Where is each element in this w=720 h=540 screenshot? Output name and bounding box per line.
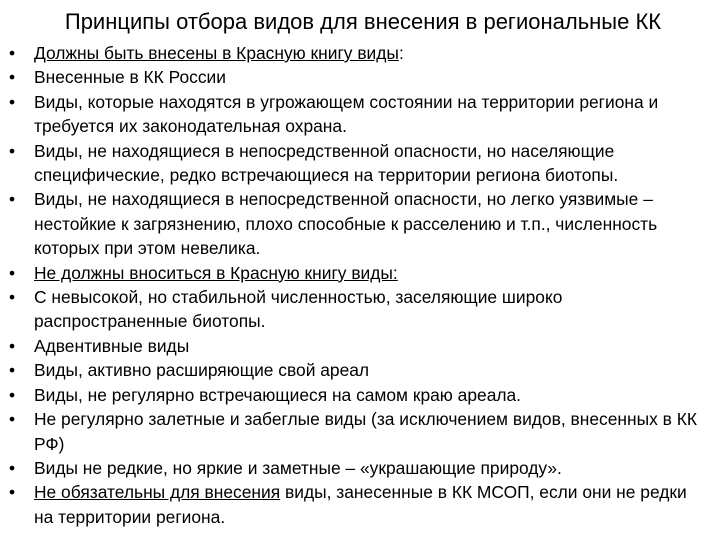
bullet-text: :: [398, 43, 404, 63]
bullet-item: [0, 285, 700, 334]
bullet-icon: •: [8, 409, 16, 430]
bullet-text: Адвентивные виды: [34, 335, 190, 356]
bullet-text: Виды, не находящиеся в непосредственной опасности, но легко уязвимые – нестойкие к загрязнению, плохо способные к расселению и т.п., численность которых при этом невелика.: [34, 189, 658, 259]
bullet-icon: •: [8, 189, 16, 210]
bullet-icon: •: [8, 457, 16, 478]
bullet-item: [0, 334, 700, 358]
bullet-item: [0, 65, 700, 89]
bullet-icon: •: [8, 91, 16, 112]
bullet-item: [0, 358, 700, 382]
bullet-icon: •: [8, 262, 16, 283]
bullet-item: [0, 383, 700, 407]
bullet-text: Виды, не регулярно встречающиеся на самом краю ареала.: [34, 384, 522, 405]
bullet-underlined-text: Не должны вноситься в Красную книгу виды:: [34, 262, 398, 283]
slide-title-text: Принципы отбора видов для внесения в региональные КК: [64, 9, 662, 34]
bullet-icon: •: [8, 360, 16, 381]
slide-title: [0, 8, 720, 36]
bullet-icon: •: [8, 335, 16, 356]
bullet-icon: •: [8, 287, 16, 308]
bullet-item: [0, 90, 700, 139]
bullet-text: Виды не редкие, но яркие и заметные – «украшающие природу».: [34, 457, 562, 478]
bullet-icon: •: [8, 43, 16, 63]
bullet-item: [0, 261, 700, 285]
bullet-item: [0, 187, 700, 260]
bullet-icon: •: [8, 384, 16, 405]
bullet-underlined-text: Не обязательны для внесения: [34, 482, 281, 503]
bullet-icon: •: [8, 482, 16, 503]
bullet-item: [0, 407, 700, 456]
bullet-item: [0, 139, 700, 188]
bullet-underlined-text: Должны быть внесены в Красную книгу виды: [34, 43, 399, 63]
bullet-item: [0, 480, 700, 529]
bullet-text: С невысокой, но стабильной численностью, заселяющие широко распространенные биотопы.: [34, 287, 563, 332]
bullet-list: [0, 41, 700, 529]
bullet-icon: •: [8, 67, 16, 88]
bullet-icon: •: [8, 140, 16, 161]
bullet-text: Не регулярно залетные и забеглые виды (за исключением видов, внесенных в КК РФ): [34, 409, 697, 454]
bullet-text: Виды, которые находятся в угрожающем состоянии на территории региона и требуется их законодательная охрана.: [34, 91, 659, 137]
bullet-text: Внесенные в КК России: [34, 67, 226, 88]
bullet-item: [0, 456, 700, 480]
bullet-item: [0, 41, 700, 65]
bullet-text: Виды, активно расширяющие свой ареал: [34, 360, 370, 381]
bullet-text: виды, занесенные в КК МСОП, если они не редки на территории региона.: [34, 482, 687, 527]
bullet-text: Виды, не находящиеся в непосредственной опасности, но населяющие специфические, редко встречающиеся на территории региона биотопы.: [34, 140, 619, 186]
